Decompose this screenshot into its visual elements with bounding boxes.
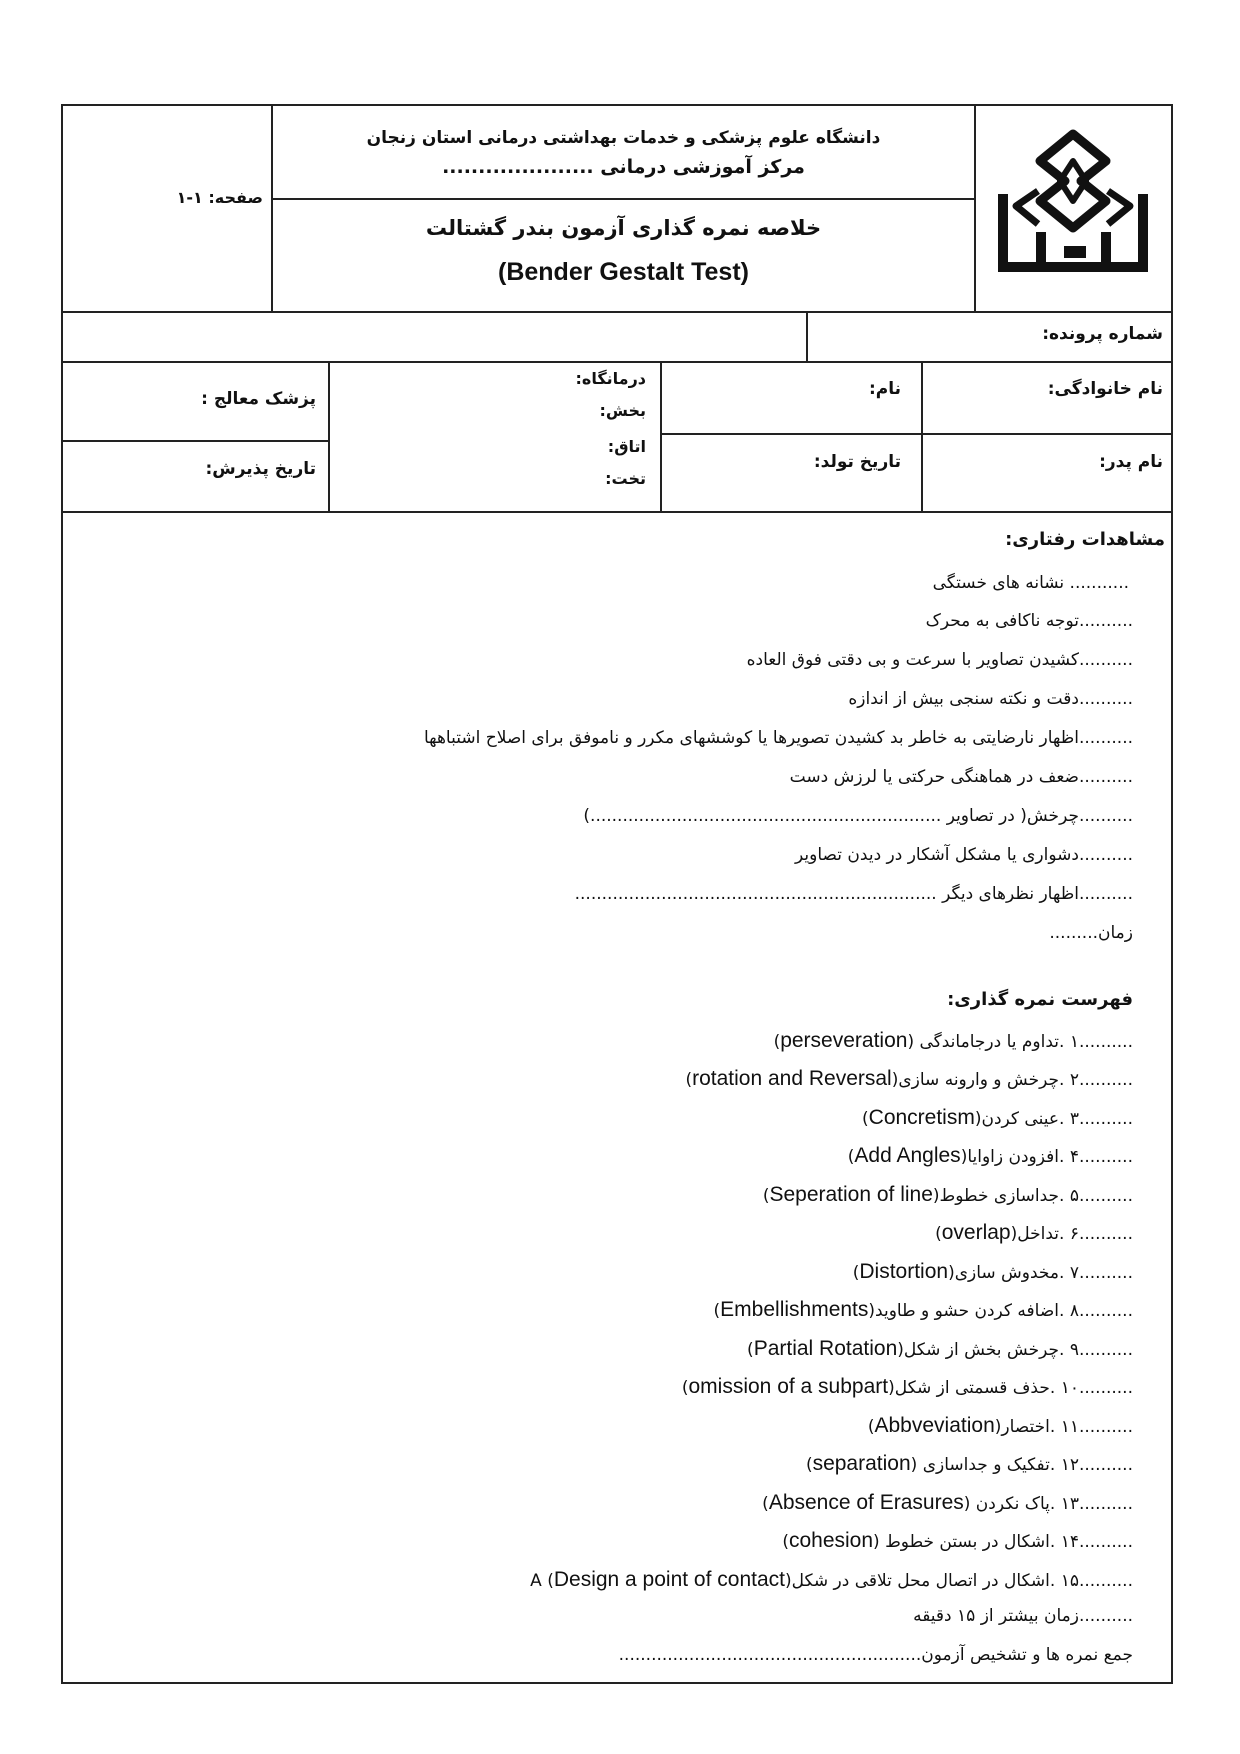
scoring-item: ..........۱۴ .اشکال در بستن خطوط (cohesion) [782, 1529, 1133, 1552]
observation-item: ..........توجه ناکافی به محرک [925, 611, 1133, 631]
form-title-english: (Bender Gestalt Test) [498, 258, 749, 286]
scoring-item: ..........۴ .افزودن زاوایا(Add Angles) [847, 1144, 1133, 1167]
scoring-item: ..........۱۳ .پاک نکردن (Absence of Erasures) [762, 1491, 1133, 1514]
page-number: صفحه: ۱-۱ [176, 188, 263, 207]
scoring-item: ..........۱۲ .تفکیک و جداسازی (separation) [805, 1452, 1133, 1475]
observation-item: ..........چرخش( در تصاویر .................................................................) [583, 806, 1133, 826]
form-title-persian: خلاصه نمره گذاری آزمون بندر گشتالت [425, 216, 822, 240]
bed-label: تخت: [605, 469, 646, 488]
scoring-item: ..........۹ .چرخش بخش از شکل(Partial Rotation) [747, 1337, 1133, 1360]
center-name: مرکز آموزشی درمانی ..................... [442, 156, 805, 178]
header-institution [273, 106, 974, 200]
observations-title: مشاهدات رفتاری: [1005, 529, 1165, 550]
name-label: نام: [868, 379, 901, 399]
file-number-label: شماره پرونده: [1042, 324, 1163, 344]
scoring-item: ..........۸ .اضافه کردن حشو و طاوید(Embellishments) [713, 1298, 1133, 1321]
extra-time-item: ..........زمان بیشتر از ۱۵ دقیقه [913, 1606, 1133, 1626]
family-name-label: نام خانوادگی: [1047, 379, 1163, 399]
form-header [63, 106, 1171, 313]
logo-cell [974, 106, 1171, 311]
scoring-item: ..........۱۱ .اختصار(Abbveviation) [867, 1414, 1133, 1437]
observation-item: ........... نشانه های خستگی [932, 573, 1129, 593]
grid-divider [921, 363, 923, 511]
file-number-field[interactable] [63, 313, 808, 361]
file-number-row [63, 313, 1171, 363]
total-score-line: جمع نمره ها و تشخیص آزمون........................................................ [618, 1645, 1133, 1665]
doctor-label: پزشک معالج : [201, 389, 316, 409]
grid-divider [660, 363, 662, 511]
scoring-item: ..........۷ .مخدوش سازی(Distortion) [852, 1260, 1133, 1283]
scoring-item: ..........۶ .تداخل(overlap) [935, 1221, 1133, 1244]
observation-item: ..........اظهار نارضایتی به خاطر بد کشیدن تصویرها یا کوششهای مکرر و ناموفق برای اصلاح اشتباهها [423, 728, 1133, 748]
university-logo-icon [976, 106, 1171, 311]
admission-date-label: تاریخ پذیرش: [205, 459, 316, 479]
observation-item: ..........دقت و نکته سنجی بیش از اندازه [848, 689, 1133, 709]
observation-item: ..........ضعف در هماهنگی حرکتی یا لرزش دست [789, 767, 1133, 787]
ward-label: بخش: [599, 401, 646, 420]
grid-divider [63, 440, 328, 442]
header-title [273, 200, 974, 311]
grid-divider [662, 433, 1171, 435]
scoring-item: ..........۱۵ .اشکال در اتصال محل تلاقی در شکلA (Design a point of contact) [530, 1568, 1133, 1591]
page-number-cell [63, 106, 273, 311]
observation-item: ..........اظهار نظرهای دیگر ................................................................... [574, 884, 1133, 904]
birth-date-label: تاریخ تولد: [813, 452, 901, 472]
university-name: دانشگاه علوم پزشکی و خدمات بهداشتی درمانی استان زنجان [366, 128, 881, 148]
scoring-item: ..........۳ .عینی کردن(Concretism) [862, 1106, 1133, 1129]
form-page [61, 104, 1173, 1684]
observation-item: ..........کشیدن تصاویر با سرعت و بی دقتی فوق العاده [746, 650, 1133, 670]
scoring-item: ..........۵ .جداسازی خطوط(Seperation of line) [762, 1183, 1133, 1206]
father-name-label: نام پدر: [1099, 452, 1163, 472]
scoring-item: ..........۱ .تداوم یا درجاماندگی (perseveration) [773, 1029, 1133, 1052]
observation-item: ..........دشواری یا مشکل آشکار در دیدن تصاویر [795, 845, 1133, 865]
scoring-title: فهرست نمره گذاری: [947, 989, 1133, 1010]
patient-info-grid [63, 363, 1171, 513]
observation-time: زمان......... [1049, 923, 1133, 943]
scoring-item: ..........۱۰ .حذف قسمتی از شکل(omission of a subpart) [681, 1375, 1133, 1398]
scoring-item: ..........۲ .چرخش و وارونه سازی(rotation and Reversal) [685, 1067, 1133, 1090]
room-label: اتاق: [607, 437, 646, 456]
grid-divider [328, 363, 330, 511]
clinic-label: درمانگاه: [575, 369, 646, 388]
